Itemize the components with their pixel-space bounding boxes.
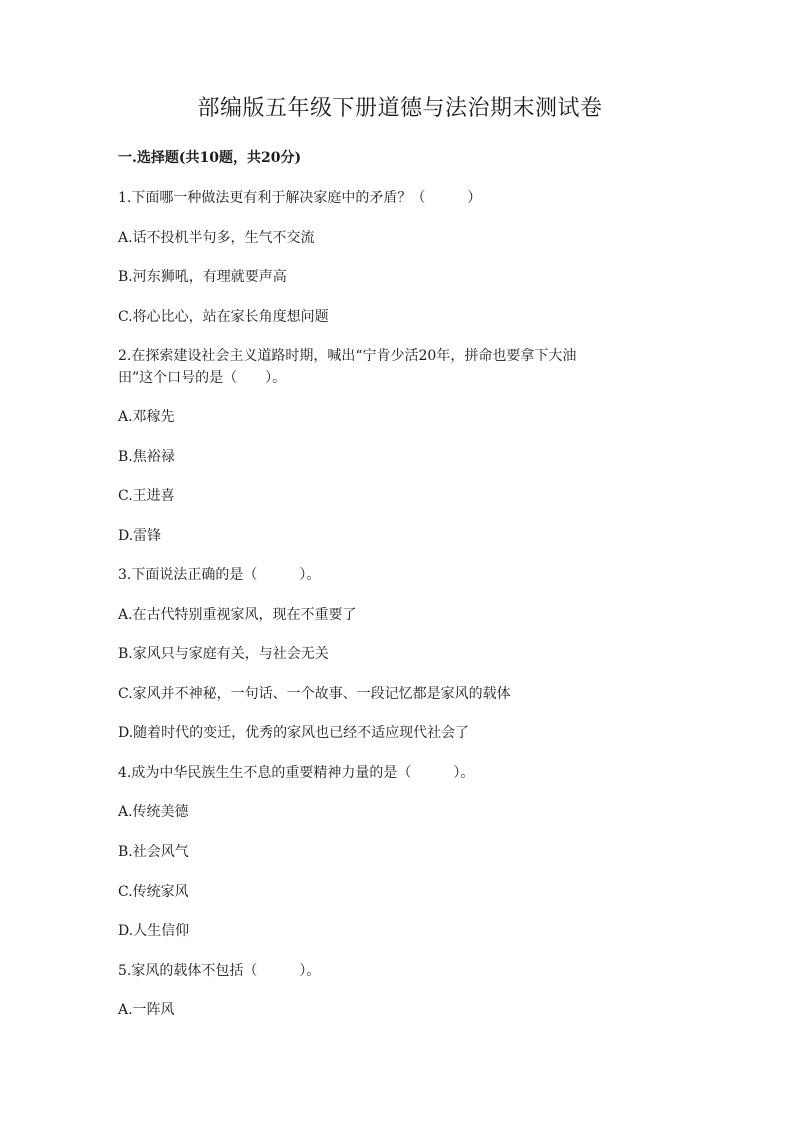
- question-1-option-b: B.河东狮吼，有理就要声高: [118, 269, 287, 285]
- question-2-stem-line-2: 田”这个口号的是（ ）。: [118, 370, 287, 386]
- question-2-option-a: A.邓稼先: [118, 409, 175, 425]
- question-1-option-c: C.将心比心，站在家长角度想问题: [118, 309, 329, 325]
- question-3-option-a: A.在古代特别重视家风，现在不重要了: [118, 607, 357, 623]
- question-4-option-c: C.传统家风: [118, 884, 189, 900]
- question-3-stem: 3.下面说法正确的是（ ）。: [118, 567, 321, 583]
- question-2-option-b: B.焦裕禄: [118, 449, 175, 465]
- question-4-option-d: D.人生信仰: [118, 923, 190, 939]
- section-heading: 一.选择题(共10题，共20分): [118, 150, 302, 166]
- question-4-option-a: A.传统美德: [118, 804, 189, 820]
- question-1-stem: 1.下面哪一种做法更有利于解决家庭中的矛盾？（ ）: [118, 190, 482, 206]
- question-2-stem-line-1: 2.在探索建设社会主义道路时期，喊出“宁肯少活20年，拼命也要拿下大油: [118, 348, 577, 364]
- question-3-option-b: B.家风只与家庭有关，与社会无关: [118, 646, 329, 662]
- question-5-stem: 5.家风的载体不包括（ ）。: [118, 963, 321, 979]
- question-4-stem: 4.成为中华民族生生不息的重要精神力量的是（ ）。: [118, 765, 475, 781]
- question-2-option-c: C.王进喜: [118, 488, 175, 504]
- page-title: 部编版五年级下册道德与法治期末测试卷: [197, 96, 603, 121]
- question-2-option-d: D.雷锋: [118, 528, 162, 544]
- question-5-option-a: A.一阵风: [118, 1002, 175, 1018]
- question-4-option-b: B.社会风气: [118, 844, 189, 860]
- question-3-option-c: C.家风并不神秘，一句话、一个故事、一段记忆都是家风的载体: [118, 686, 511, 702]
- question-3-option-d: D.随着时代的变迁，优秀的家风也已经不适应现代社会了: [118, 725, 470, 741]
- question-1-option-a: A.话不投机半句多，生气不交流: [118, 230, 315, 246]
